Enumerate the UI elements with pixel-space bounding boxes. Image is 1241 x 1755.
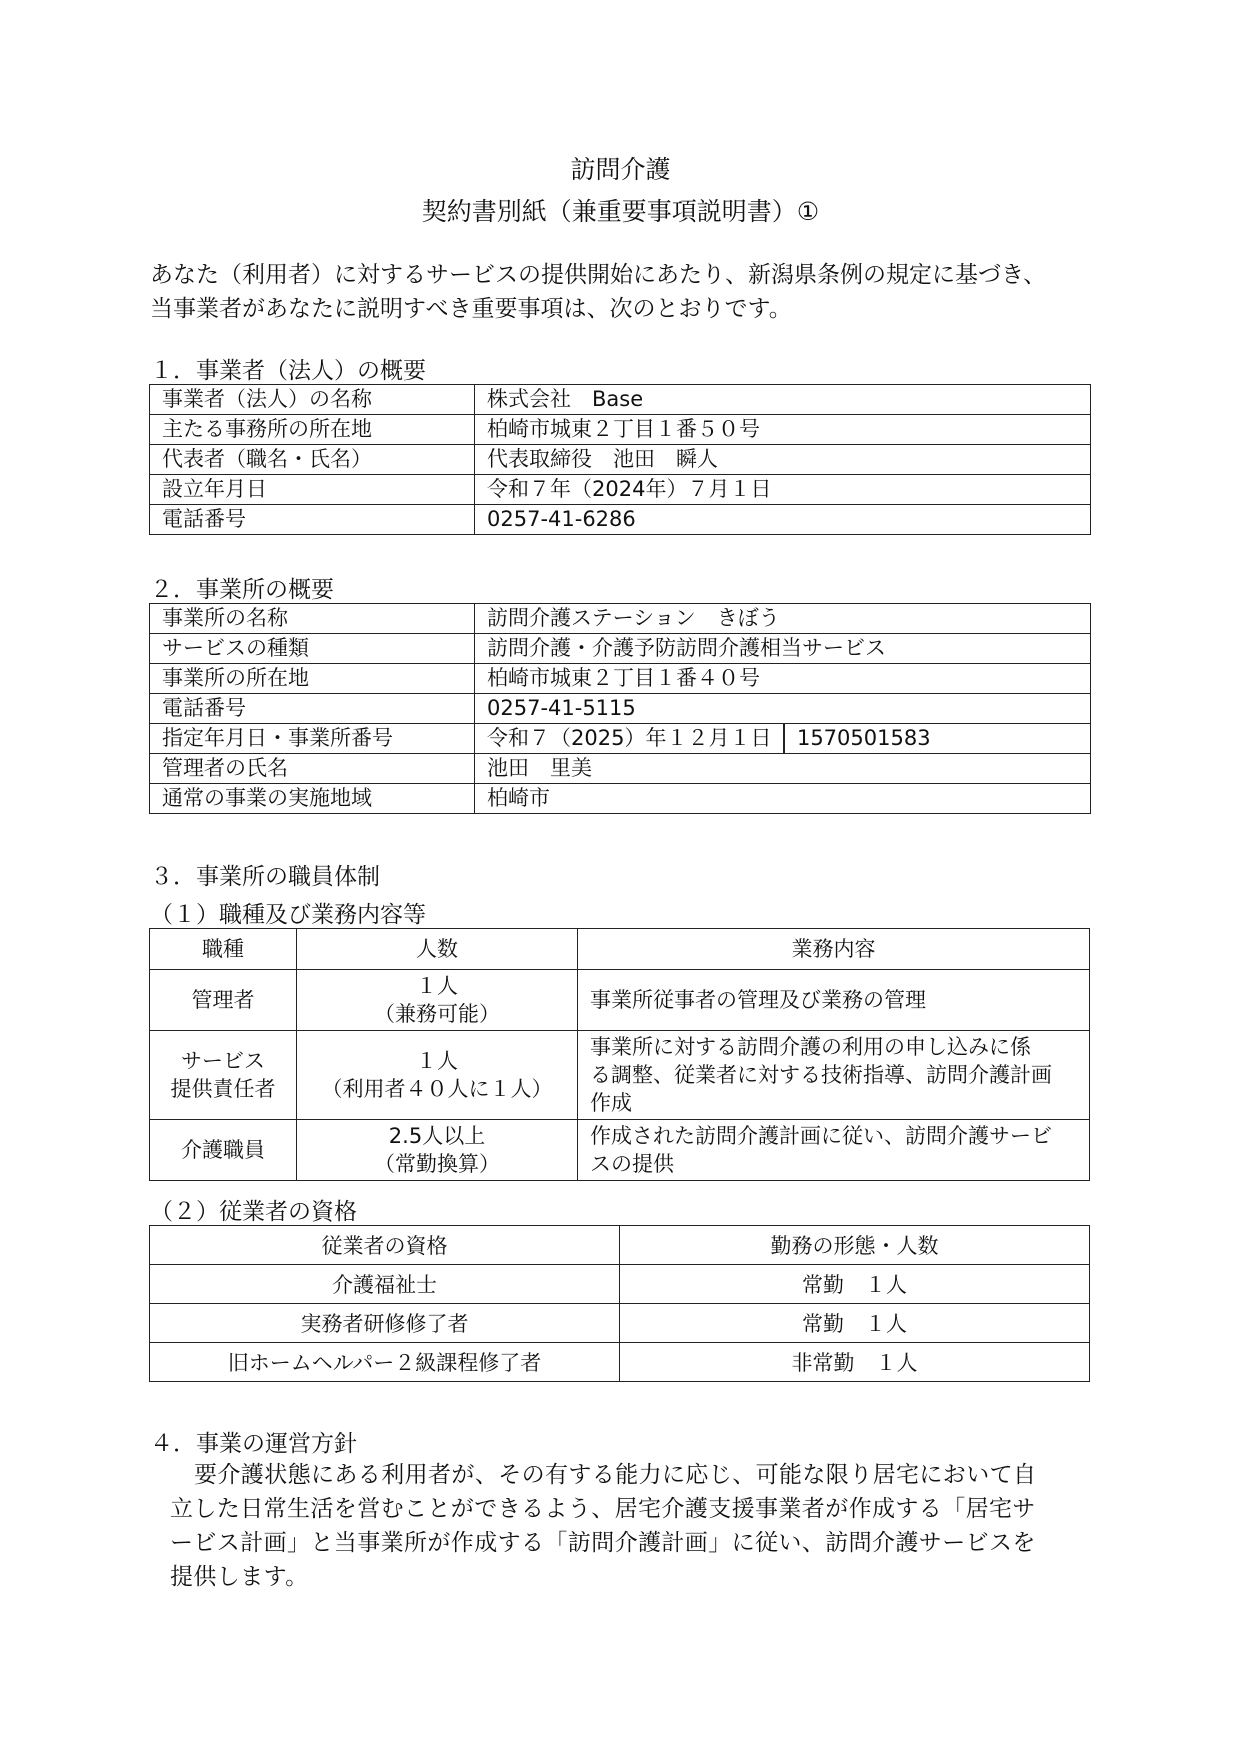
table-row [150, 415, 1091, 445]
table-header-cell: 勤務の形態・人数 [620, 1226, 1090, 1265]
cell-line: １人 [416, 1049, 458, 1073]
row-value: 令和７年（2024年）７月１日 [475, 475, 1091, 505]
table-row [150, 970, 1090, 1031]
section-heading-office: ２．事業所の概要 [150, 577, 334, 603]
cell-line: 作成された訪問介護計画に従い、訪問介護サービ [590, 1124, 1052, 1148]
staff-duty-cell [578, 1031, 1090, 1120]
row-label: 管理者の氏名 [150, 754, 475, 784]
subsection-heading-qualifications: （２）従業者の資格 [150, 1199, 357, 1225]
row-label: 電話番号 [150, 505, 475, 535]
table-row [150, 1304, 1090, 1343]
policy-line: 要介護状態にある利用者が、その有する能力に応じ、可能な限り居宅において自 [194, 1462, 1037, 1488]
row-label: 電話番号 [150, 694, 475, 724]
qualification-cell: 介護福祉士 [150, 1265, 620, 1304]
row-value: 柏崎市城東２丁目１番４０号 [475, 664, 1091, 694]
policy-paragraph [170, 1458, 1100, 1594]
row-value: 0257-41-6286 [475, 505, 1091, 535]
qualifications-table [149, 1225, 1090, 1382]
table-row [150, 1343, 1090, 1382]
cell-line: サービス [181, 1049, 265, 1073]
row-value: 訪問介護ステーション きぼう [475, 604, 1091, 634]
staff-duties-table [149, 928, 1090, 1181]
intro-paragraph [150, 258, 1110, 326]
policy-line: 提供します。 [170, 1564, 309, 1590]
work-form-cell: 常勤 １人 [620, 1304, 1090, 1343]
cell-line: 事業所従事者の管理及び業務の管理 [590, 988, 926, 1012]
table-header-cell: 人数 [297, 929, 578, 970]
row-label: 事業所の所在地 [150, 664, 475, 694]
cell-divider [783, 724, 785, 753]
row-label: 指定年月日・事業所番号 [150, 724, 475, 754]
section-heading-policy: ４．事業の運営方針 [150, 1431, 357, 1457]
table-row [150, 1120, 1090, 1181]
table-row [150, 724, 1091, 754]
table-header-row [150, 929, 1090, 970]
cell-line: （常勤換算） [374, 1152, 500, 1176]
row-value: 代表取締役 池田 瞬人 [475, 445, 1091, 475]
intro-line: 当事業者があなたに説明すべき重要事項は、次のとおりです。 [150, 296, 792, 322]
cell-line: 2.5人以上 [388, 1124, 486, 1148]
table-row [150, 505, 1091, 535]
table-row [150, 604, 1091, 634]
document-subtitle: 契約書別紙（兼重要事項説明書）① [421, 197, 820, 226]
row-value [475, 724, 1091, 754]
staff-type-cell [150, 1031, 297, 1120]
section-heading-staff: ３．事業所の職員体制 [150, 864, 380, 890]
cell-line: 管理者 [191, 988, 255, 1012]
row-label: 通常の事業の実施地域 [150, 784, 475, 814]
document-title: 訪問介護 [570, 155, 671, 184]
cell-line: 作成 [590, 1091, 632, 1115]
table-row [150, 634, 1091, 664]
staff-type-cell [150, 970, 297, 1031]
qualification-cell: 実務者研修修了者 [150, 1304, 620, 1343]
table-row [150, 754, 1091, 784]
row-value: 柏崎市城東２丁目１番５０号 [475, 415, 1091, 445]
table-row [150, 784, 1091, 814]
table-header-row [150, 1226, 1090, 1265]
table-row [150, 475, 1091, 505]
cell-line: （利用者４０人に１人） [321, 1077, 553, 1101]
table-row [150, 445, 1091, 475]
cell-line: 事業所に対する訪問介護の利用の申し込みに係 [590, 1035, 1031, 1059]
company-overview-table [149, 384, 1091, 535]
office-overview-table [149, 603, 1091, 814]
row-value: 株式会社 Base [475, 385, 1091, 415]
row-label: 設立年月日 [150, 475, 475, 505]
section-heading-company: １．事業者（法人）の概要 [150, 358, 426, 384]
table-row [150, 1265, 1090, 1304]
staff-type-cell [150, 1120, 297, 1181]
work-form-cell: 常勤 １人 [620, 1265, 1090, 1304]
row-label: 事業者（法人）の名称 [150, 385, 475, 415]
office-number: 1570501583 [796, 726, 931, 750]
row-label: 代表者（職名・氏名） [150, 445, 475, 475]
row-value: 柏崎市 [475, 784, 1091, 814]
subsection-heading-duties: （１）職種及び業務内容等 [150, 902, 426, 928]
cell-line: スの提供 [590, 1152, 674, 1176]
policy-line: 立した日常生活を営むことができるよう、居宅介護支援事業者が作成する「居宅サ [170, 1496, 1036, 1522]
designation-date: 令和７（2025）年１２月１日 [487, 726, 772, 750]
policy-line: ービス計画」と当事業所が作成する「訪問介護計画」に従い、訪問介護サービスを [170, 1530, 1036, 1556]
row-value: 訪問介護・介護予防訪問介護相当サービス [475, 634, 1091, 664]
cell-line: 提供責任者 [170, 1077, 276, 1101]
table-row [150, 1031, 1090, 1120]
row-value: 0257-41-5115 [475, 694, 1091, 724]
work-form-cell: 非常勤 １人 [620, 1343, 1090, 1382]
cell-line: る調整、従業者に対する技術指導、訪問介護計画 [590, 1063, 1052, 1087]
table-header-cell: 職種 [150, 929, 297, 970]
staff-duty-cell [578, 970, 1090, 1031]
staff-duty-cell [578, 1120, 1090, 1181]
cell-line: 介護職員 [181, 1138, 265, 1162]
table-row [150, 694, 1091, 724]
staff-count-cell [297, 970, 578, 1031]
table-header-cell: 従業者の資格 [150, 1226, 620, 1265]
staff-count-cell [297, 1031, 578, 1120]
row-label: サービスの種類 [150, 634, 475, 664]
staff-count-cell [297, 1120, 578, 1181]
designation-split [487, 724, 1078, 753]
intro-line: あなた（利用者）に対するサービスの提供開始にあたり、新潟県条例の規定に基づき、 [150, 262, 1047, 288]
qualification-cell: 旧ホームヘルパー２級課程修了者 [150, 1343, 620, 1382]
table-header-cell: 業務内容 [578, 929, 1090, 970]
row-label: 主たる事務所の所在地 [150, 415, 475, 445]
table-row [150, 385, 1091, 415]
row-value: 池田 里美 [475, 754, 1091, 784]
cell-line: （兼務可能） [374, 1002, 500, 1026]
cell-line: １人 [416, 974, 458, 998]
row-label: 事業所の名称 [150, 604, 475, 634]
table-row [150, 664, 1091, 694]
